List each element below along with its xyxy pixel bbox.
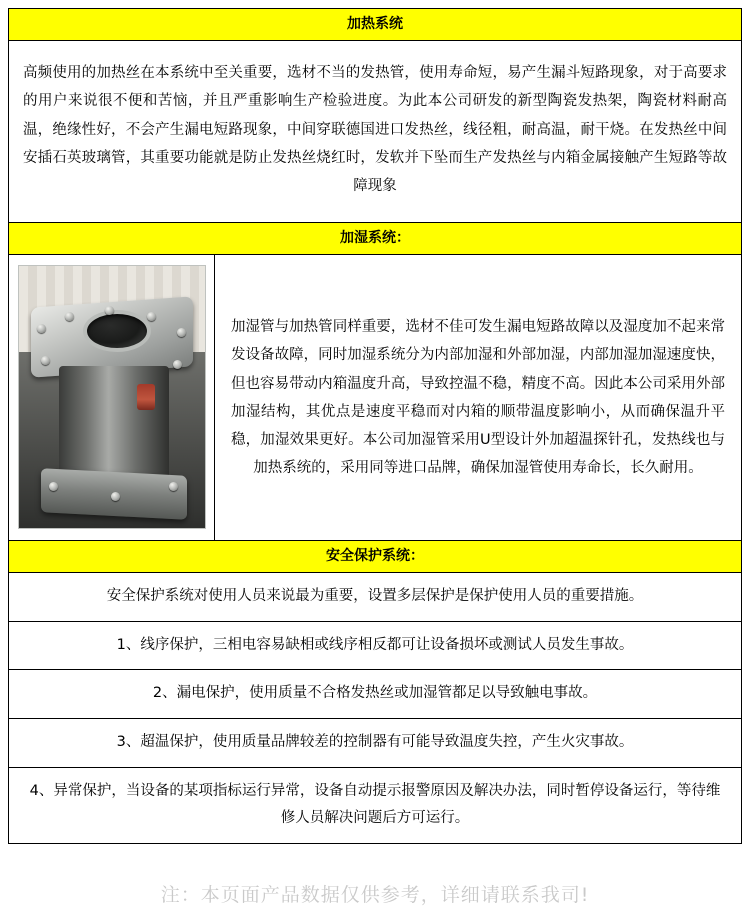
photo-bolt <box>173 360 182 369</box>
product-detail-page <box>0 8 750 906</box>
section-header-safety: 安全保护系统： <box>9 541 741 573</box>
photo-port <box>83 310 151 352</box>
safety-row: 2、漏电保护，使用质量不合格发热丝或加湿管都足以导致触电事故。 <box>9 670 741 719</box>
safety-row: 3、超温保护，使用质量品牌较差的控制器有可能导致温度失控，产生火灾事故。 <box>9 719 741 768</box>
photo-red-marking <box>137 384 155 410</box>
photo-bolt <box>169 482 178 491</box>
humidifier-product-photo <box>18 265 206 529</box>
safety-row: 4、异常保护，当设备的某项指标运行异常，设备自动提示报警原因及解决办法，同时暂停设备运行，等待维修人员解决问题后方可运行。 <box>29 782 721 827</box>
safety-row: 安全保护系统对使用人员来说最为重要，设置多层保护是保护使用人员的重要措施。 <box>9 573 741 622</box>
safety-row: 1、线序保护，三相电容易缺相或线序相反都可让设备损坏或测试人员发生事故。 <box>9 622 741 671</box>
humidify-image-cell <box>9 255 215 540</box>
photo-bolt <box>65 312 74 321</box>
photo-bolt <box>37 324 46 333</box>
photo-bolt <box>177 328 186 337</box>
section-body-humidify: 加湿管与加热管同样重要，选材不佳可发生漏电短路故障以及湿度加不起来常发设备故障，同时加湿系统分为内部加湿和外部加湿，内部加湿加湿速度快，但也容易带动内箱温度升高，导致控温不稳，精度不高。因此本公司采用外部加湿结构，其优点是速度平稳而对内箱的顺带温度影响小，从而确保温升平稳，加湿效果更好。本公司加湿管采用U型设计外加超温探针孔，发热线也与加热系统的，采用同等进口品牌，确保加湿管使用寿命长，长久耐用。 <box>231 319 725 477</box>
photo-bolt <box>147 312 156 321</box>
photo-bolt <box>105 306 114 315</box>
humidify-text-cell <box>215 255 741 540</box>
photo-bolt <box>111 492 120 501</box>
section-header-humidify: 加湿系统： <box>9 223 741 255</box>
section-header-heating: 加热系统 <box>9 9 741 41</box>
document-table <box>8 8 742 844</box>
photo-bolt <box>41 356 50 365</box>
section-body-heating: 高频使用的加热丝在本系统中至关重要，选材不当的发热管，使用寿命短，易产生漏斗短路现象，对于高要求的用户来说很不便和苦恼，并且严重影响生产检验进度。为此本公司研发的新型陶瓷发热架，陶瓷材料耐高温，绝缘性好，不会产生漏电短路现象，中间穿联德国进口发热丝，线径粗，耐高温，耐干烧。在发热丝中间安插石英玻璃管，其重要功能就是防止发热丝烧红时，发软并下坠而生产发热丝与内箱金属接触产生短路等故障现象 <box>9 41 741 223</box>
humidify-row <box>9 255 741 541</box>
photo-bolt <box>49 482 58 491</box>
footer-disclaimer: 注：本页面产品数据仅供参考，详细请联系我司! <box>160 883 590 906</box>
